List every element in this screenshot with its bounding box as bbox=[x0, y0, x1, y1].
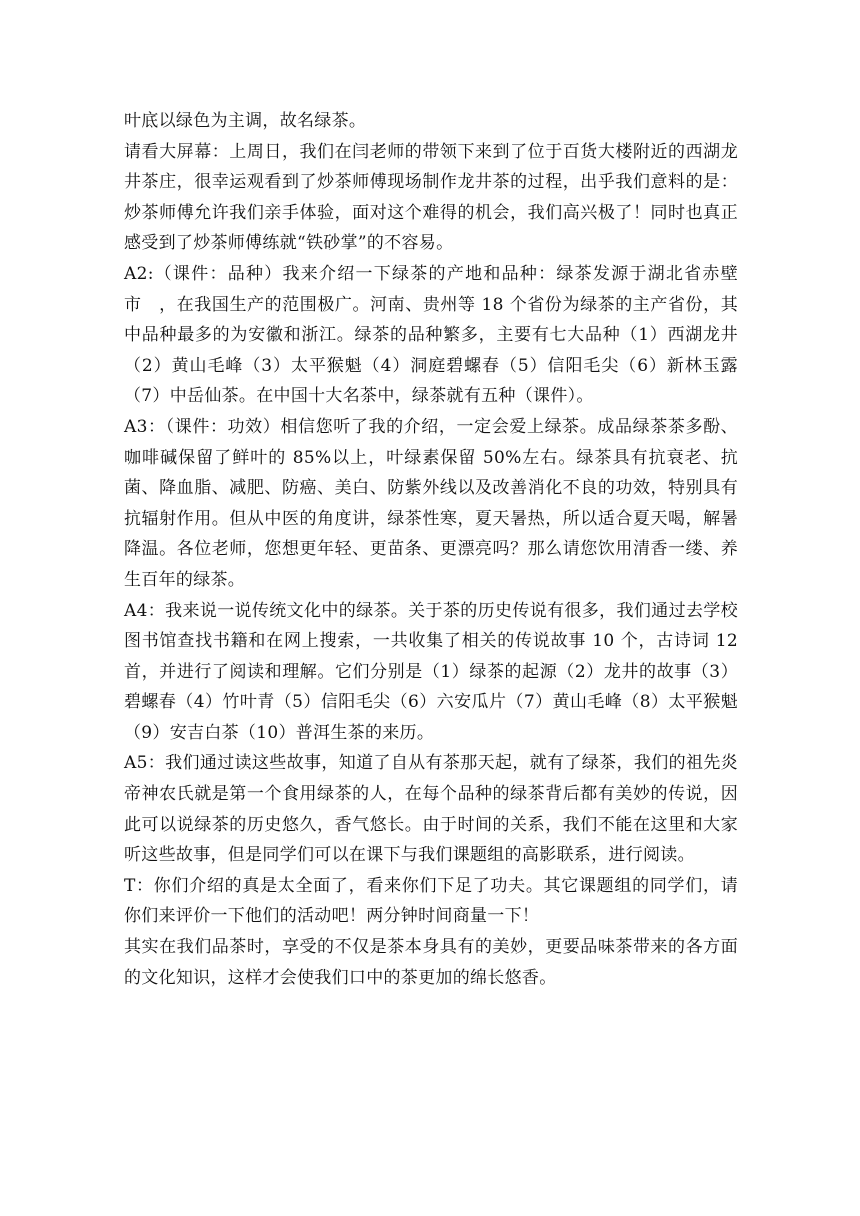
paragraph-3: A2:（课件：品种）我来介绍一下绿茶的产地和品种：绿茶发源于湖北省赤壁市 ，在我国生产的范围极广。河南、贵州等 18 个省份为绿茶的主产省份，其中品种最多的为安徽和浙江。绿茶的品种繁多，主要有七大品种（1）西湖龙井（2）黄山毛峰（3）太平猴魁（4）洞庭碧螺春（5）信阳毛尖（6）新林玉露（7）中岳仙茶。在中国十大名茶中，绿茶就有五种（课件）。 bbox=[124, 263, 738, 407]
document-page bbox=[124, 106, 738, 993]
paragraph-6: A5：我们通过读这些故事，知道了自从有茶那天起，就有了绿茶，我们的祖先炎帝神农氏就是第一个食用绿茶的人，在每个品种的绿茶背后都有美妙的传说，因此可以说绿茶的历史悠久，香气悠长。由于时间的关系，我们不能在这里和大家听这些故事，但是同学们可以在课下与我们课题组的高影联系，进行阅读。 bbox=[124, 753, 738, 866]
paragraph-8: 其实在我们品茶时，享受的不仅是茶本身具有的美妙，更要品味茶带来的各方面的文化知识，这样才会使我们口中的茶更加的绵长悠香。 bbox=[124, 937, 738, 988]
paragraph-1: 叶底以绿色为主调，故名绿茶。 bbox=[124, 111, 367, 131]
paragraph-2: 请看大屏幕：上周日，我们在闫老师的带领下来到了位于百货大楼附近的西湖龙井茶庄，很幸运观看到了炒茶师傅现场制作龙井茶的过程，出乎我们意料的是：炒茶师傅允许我们亲手体验，面对这个难得的机会，我们高兴极了！同时也真正感受到了炒茶师傅练就“铁砂掌”的不容易。 bbox=[124, 141, 738, 254]
paragraph-5: A4：我来说一说传统文化中的绿茶。关于茶的历史传说有很多，我们通过去学校图书馆查找书籍和在网上搜索，一共收集了相关的传说故事 10 个，古诗词 12 首，并进行了阅读和理解。它们分别是（1）绿茶的起源（2）龙井的故事（3）碧螺春（4）竹叶青（5）信阳毛尖（6）六安瓜片（7）黄山毛峰（8）太平猴魁（9）安吉白茶（10）普洱生茶的来历。 bbox=[124, 600, 738, 743]
paragraph-4: A3：（课件：功效）相信您听了我的介绍，一定会爱上绿茶。成品绿茶茶多酚、咖啡碱保留了鲜叶的 85%以上，叶绿素保留 50%左右。绿茶具有抗衰老、抗菌、降血脂、减肥、防癌、美白、防紫外线以及改善消化不良的功效，特别具有抗辐射作用。但从中医的角度讲，绿茶性寒，夏天暑热，所以适合夏天喝，解暑降温。各位老师，您想更年轻、更苗条、更漂亮吗？那么请您饮用清香一缕、养生百年的绿茶。 bbox=[124, 416, 738, 590]
paragraph-7: T：你们介绍的真是太全面了，看来你们下足了功夫。其它课题组的同学们，请你们来评价一下他们的活动吧！两分钟时间商量一下！ bbox=[124, 875, 738, 927]
